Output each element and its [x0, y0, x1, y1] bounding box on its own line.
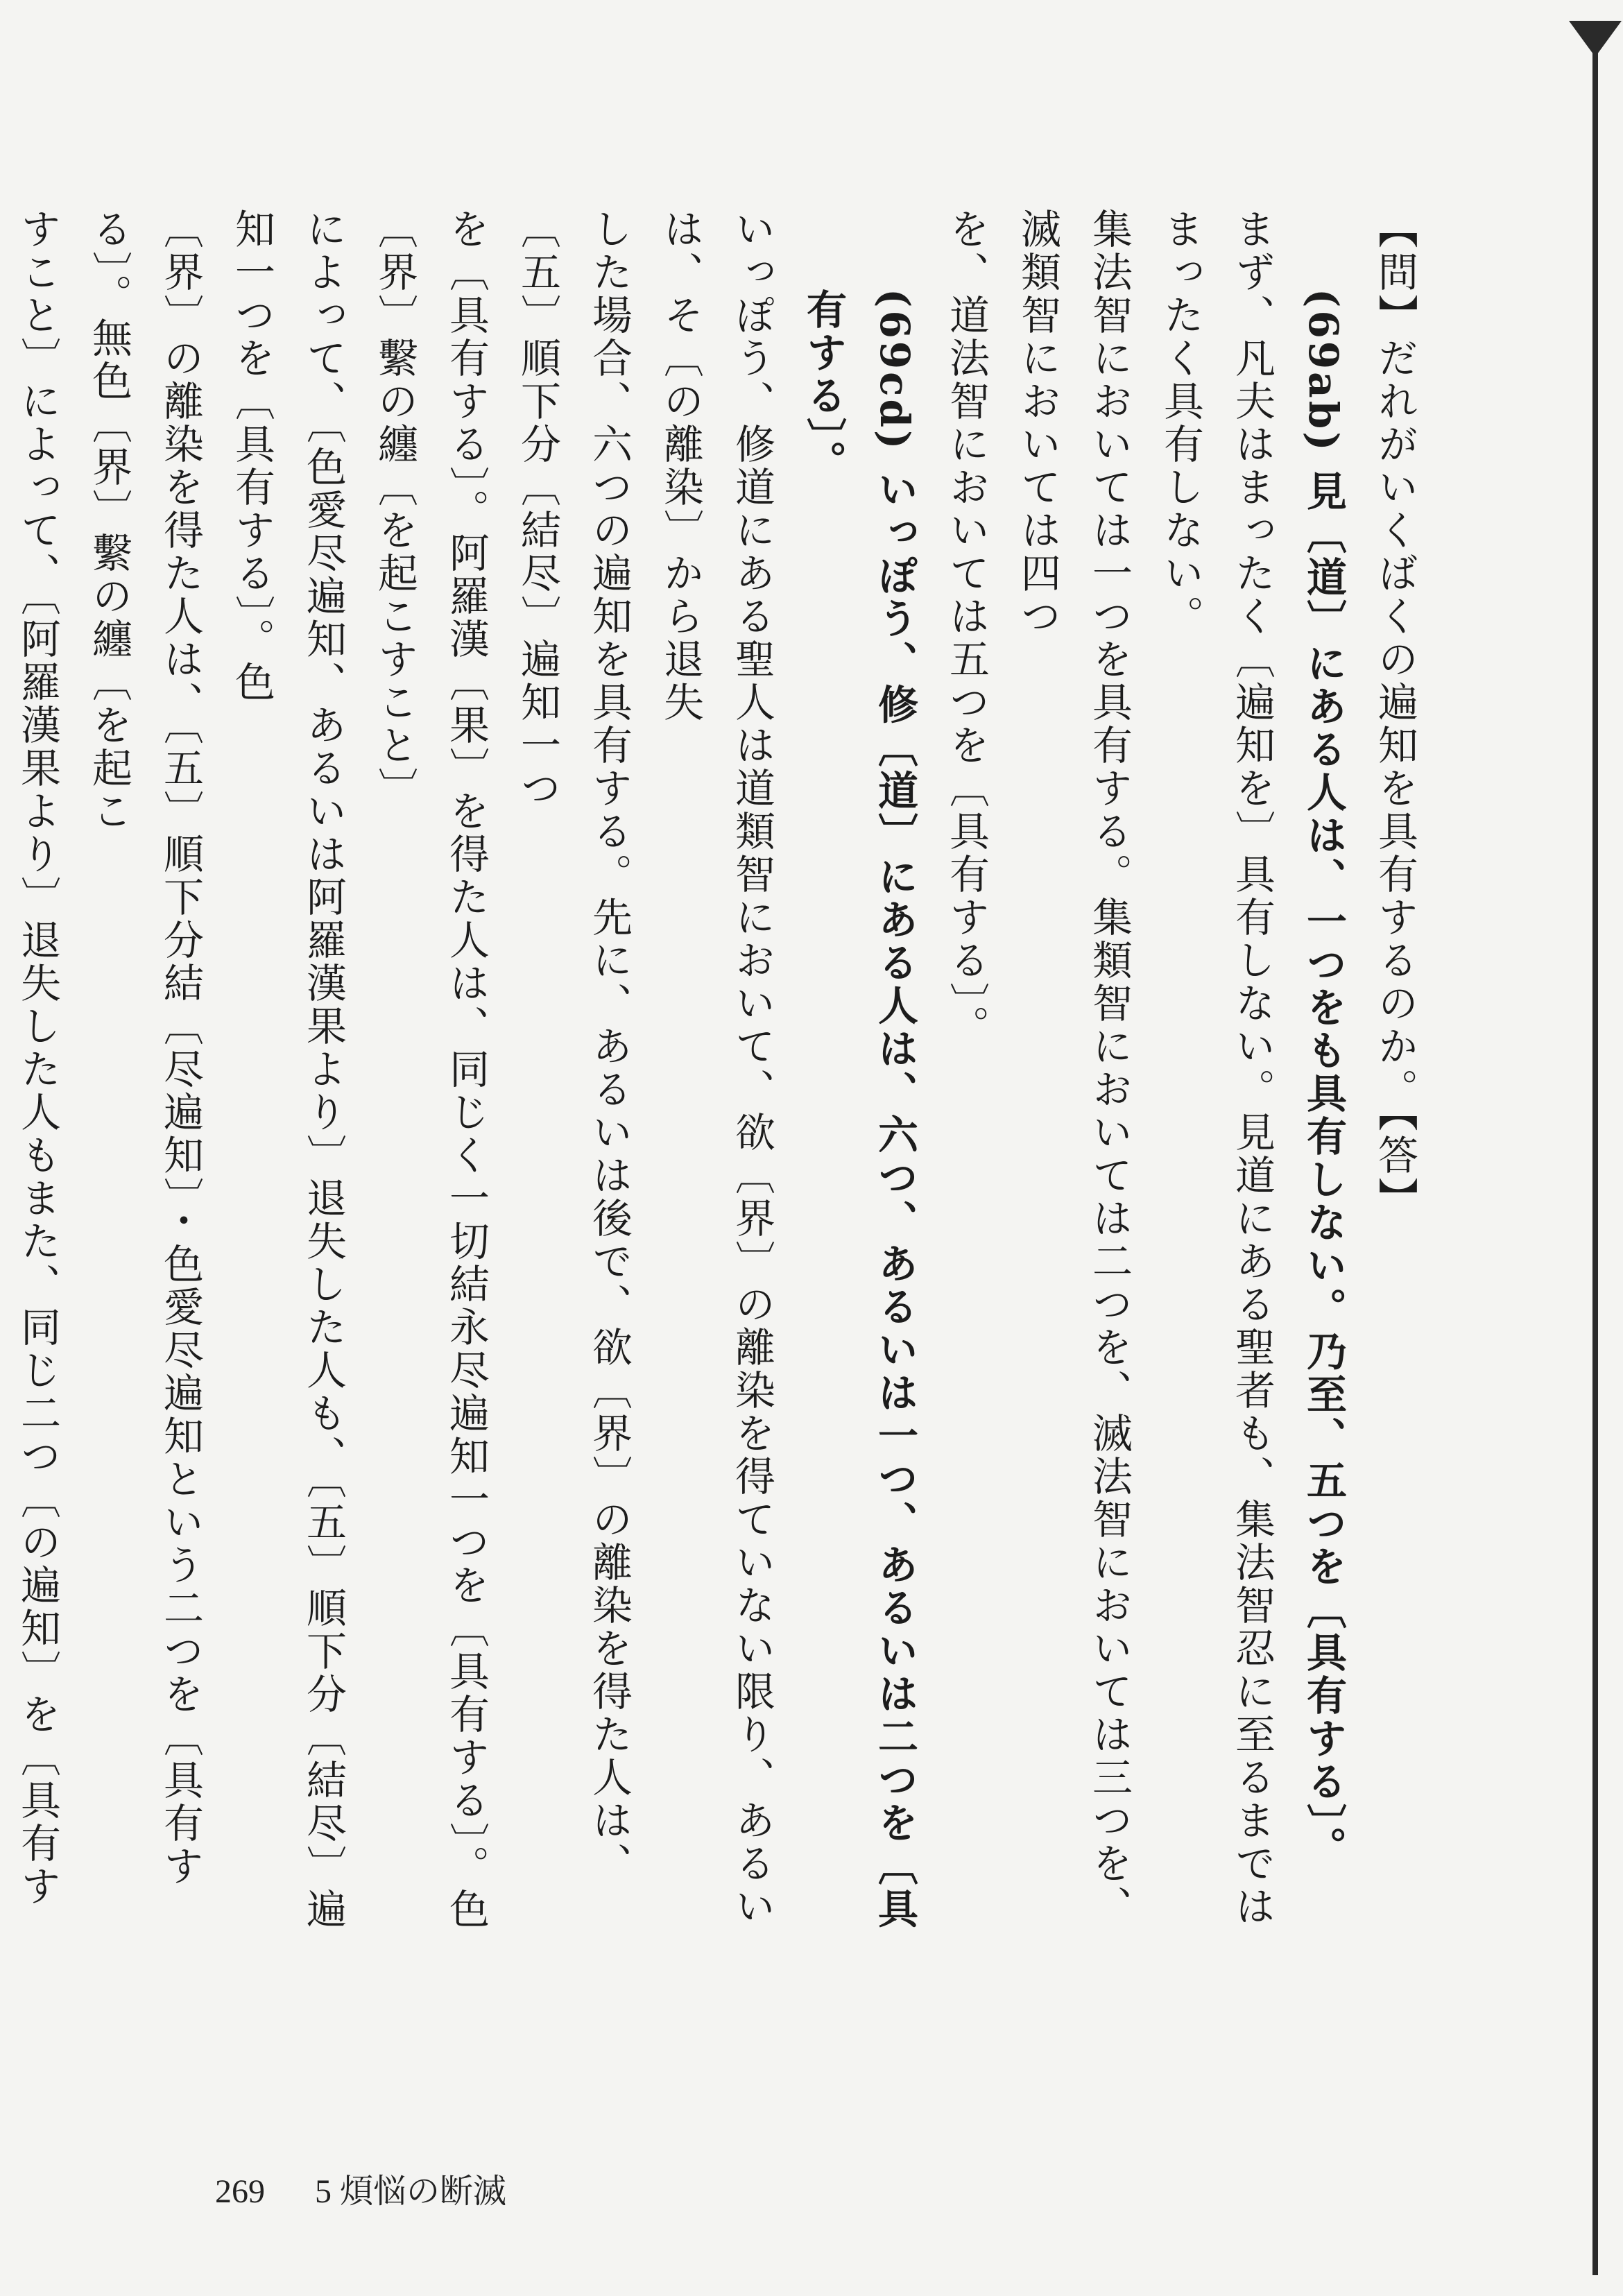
page-footer — [215, 2164, 548, 2212]
text-line: 【問】だれがいくばくの遍知を具有するのか。【答】 — [1371, 208, 1418, 1220]
text-line: した場合、六つの遍知を具有する。先に、あるいは後で、欲〔界〕の離染を得た人は、〔五〕順下分〔結尽〕遍知一つ — [514, 208, 633, 1885]
text-line: まず、凡夫はまったく〔遍知を〕具有しない。見道にある聖者も、集法智忍に至るまではまったく具有しない。 — [1157, 208, 1276, 1928]
chapter-title: 5 煩悩の断滅 — [315, 2173, 507, 2210]
text-line: 集法智においては一つを具有する。集類智においては二つを、滅法智においては三つを、滅類智においては四つ — [1014, 208, 1133, 1928]
text-line: すこと〕によって、〔阿羅漢果より〕退失した人もまた、同じ二つ〔の遍知〕を〔具有す — [14, 208, 61, 1908]
page-number: 269 — [215, 2173, 265, 2210]
verse-line: (69ab) 見〔道〕にある人は、一つをも具有しない。乃至、五つを〔具有する〕。 — [1300, 289, 1347, 1869]
text-line: いっぽう、修道にある聖人は道類智において、欲〔界〕の離染を得ていない限り、あるいは、そ〔の離染〕から退失 — [657, 208, 775, 1928]
vertical-body-text — [0, 208, 1430, 1956]
text-line: によって、〔色愛尽遍知、あるいは阿羅漢果より〕退失した人も、〔五〕順下分〔結尽〕遍知一つを〔具有する〕。色 — [228, 208, 347, 1931]
text-line: 〔界〕の離染を得た人は、〔五〕順下分結〔尽遍知〕・色愛尽遍知という二つを〔具有する〕。無色〔界〕繫の纏〔を起こ — [85, 208, 204, 1888]
text-line: を〔具有する〕。阿羅漢〔果〕を得た人は、同じく一切結永尽遍知一つを〔具有する〕。色〔界〕繫の纏〔を起こすこと〕 — [371, 208, 490, 1931]
text-line: を、道法智においては五つを〔具有する〕。 — [943, 208, 990, 1048]
page-edge-rule — [1592, 28, 1598, 2275]
verse-line: (69cd) いっぽう、修〔道〕にある人は、六つ、あるいは一つ、あるいは二つを〔具有する〕。 — [800, 289, 918, 1931]
